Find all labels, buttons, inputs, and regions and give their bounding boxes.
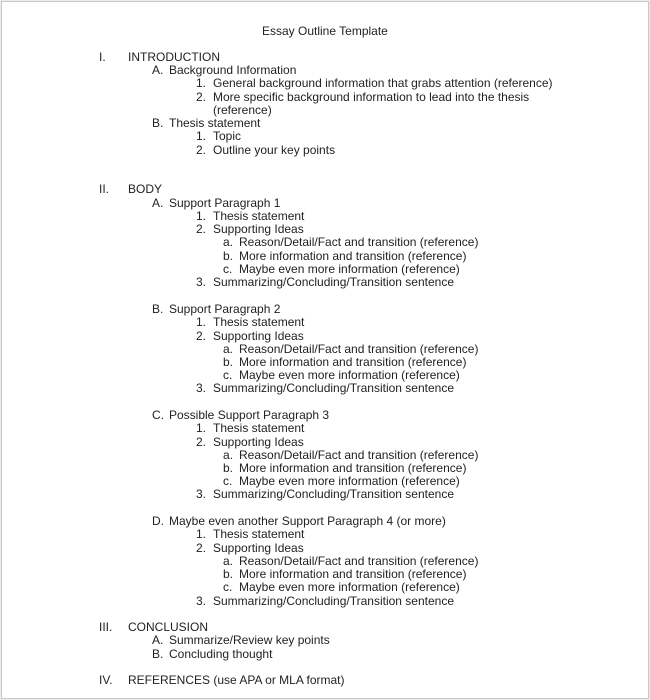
item-letter: A. [152, 63, 164, 77]
sub-text: General background information that grabs attention (reference) [213, 76, 553, 90]
sub-text: Supporting Ideas [213, 541, 304, 555]
detail-letter: b. [223, 355, 234, 369]
item-text: Background Information [169, 63, 297, 77]
detail-letter: a. [223, 448, 234, 462]
sub-text: Summarizing/Concluding/Transition sentence [213, 275, 455, 289]
item-text: Support Paragraph 2 [169, 302, 281, 316]
sub-number: 2. [196, 541, 207, 555]
sub-number: 1. [196, 129, 207, 143]
sub-number: 2. [196, 435, 207, 449]
detail-text: More information and transition (reference) [239, 355, 467, 369]
item-letter: B. [152, 302, 164, 316]
section-numeral: IV. [99, 673, 113, 687]
sub-text: Thesis statement [213, 527, 305, 541]
sub-number: 1. [196, 209, 207, 223]
section-heading: BODY [128, 182, 163, 196]
detail-text: Reason/Detail/Fact and transition (reference) [239, 235, 479, 249]
sub-number: 1. [196, 76, 207, 90]
document-page [1, 1, 649, 699]
detail-text: More information and transition (reference) [239, 249, 467, 263]
sub-text: Summarizing/Concluding/Transition sentence [213, 487, 455, 501]
sub-number: 3. [196, 594, 207, 608]
sub-text: Supporting Ideas [213, 222, 304, 236]
section-heading: CONCLUSION [128, 620, 209, 634]
detail-letter: c. [223, 580, 233, 594]
item-letter: C. [152, 408, 164, 422]
sub-number: 1. [196, 421, 207, 435]
section-numeral: III. [99, 620, 113, 634]
sub-text-continued: (reference) [213, 103, 272, 117]
detail-text: Reason/Detail/Fact and transition (reference) [239, 554, 479, 568]
detail-letter: c. [223, 262, 233, 276]
detail-text: Reason/Detail/Fact and transition (reference) [239, 342, 479, 356]
sub-number: 1. [196, 527, 207, 541]
sub-text: Thesis statement [213, 421, 305, 435]
item-text: Maybe even another Support Paragraph 4 (or more) [169, 514, 446, 528]
detail-text: More information and transition (reference) [239, 567, 467, 581]
detail-letter: a. [223, 235, 234, 249]
detail-text: Maybe even more information (reference) [239, 368, 460, 382]
item-letter: A. [152, 196, 164, 210]
detail-letter: a. [223, 342, 234, 356]
detail-letter: b. [223, 461, 234, 475]
detail-letter: c. [223, 474, 233, 488]
detail-text: More information and transition (reference) [239, 461, 467, 475]
detail-letter: b. [223, 567, 234, 581]
document-title: Essay Outline Template [262, 24, 388, 38]
sub-text: Summarizing/Concluding/Transition sentence [213, 381, 455, 395]
sub-number: 2. [196, 329, 207, 343]
item-text: Summarize/Review key points [169, 633, 330, 647]
sub-number: 1. [196, 315, 207, 329]
detail-letter: a. [223, 554, 234, 568]
sub-text: Thesis statement [213, 209, 305, 223]
sub-text: Outline your key points [213, 143, 336, 157]
item-text: Possible Support Paragraph 3 [169, 408, 330, 422]
sub-number: 3. [196, 275, 207, 289]
item-text: Support Paragraph 1 [169, 196, 281, 210]
sub-number: 3. [196, 487, 207, 501]
item-text: Thesis statement [169, 116, 261, 130]
section-numeral: II. [99, 182, 110, 196]
detail-text: Maybe even more information (reference) [239, 262, 460, 276]
sub-text: Topic [213, 129, 242, 143]
item-letter: D. [152, 514, 164, 528]
section-heading: REFERENCES (use APA or MLA format) [128, 673, 345, 687]
sub-text: Supporting Ideas [213, 435, 304, 449]
item-letter: A. [152, 633, 164, 647]
item-letter: B. [152, 647, 164, 661]
detail-letter: c. [223, 368, 233, 382]
detail-letter: b. [223, 249, 234, 263]
detail-text: Maybe even more information (reference) [239, 474, 460, 488]
section-numeral: I. [99, 50, 106, 64]
sub-text: More specific background information to lead into the thesis [213, 90, 530, 104]
detail-text: Maybe even more information (reference) [239, 580, 460, 594]
sub-text: Summarizing/Concluding/Transition sentence [213, 594, 455, 608]
section-heading: INTRODUCTION [128, 50, 220, 64]
sub-number: 3. [196, 381, 207, 395]
sub-text: Supporting Ideas [213, 329, 304, 343]
sub-number: 2. [196, 222, 207, 236]
item-text: Concluding thought [169, 647, 273, 661]
sub-number: 2. [196, 90, 207, 104]
sub-number: 2. [196, 143, 207, 157]
detail-text: Reason/Detail/Fact and transition (reference) [239, 448, 479, 462]
sub-text: Thesis statement [213, 315, 305, 329]
item-letter: B. [152, 116, 164, 130]
